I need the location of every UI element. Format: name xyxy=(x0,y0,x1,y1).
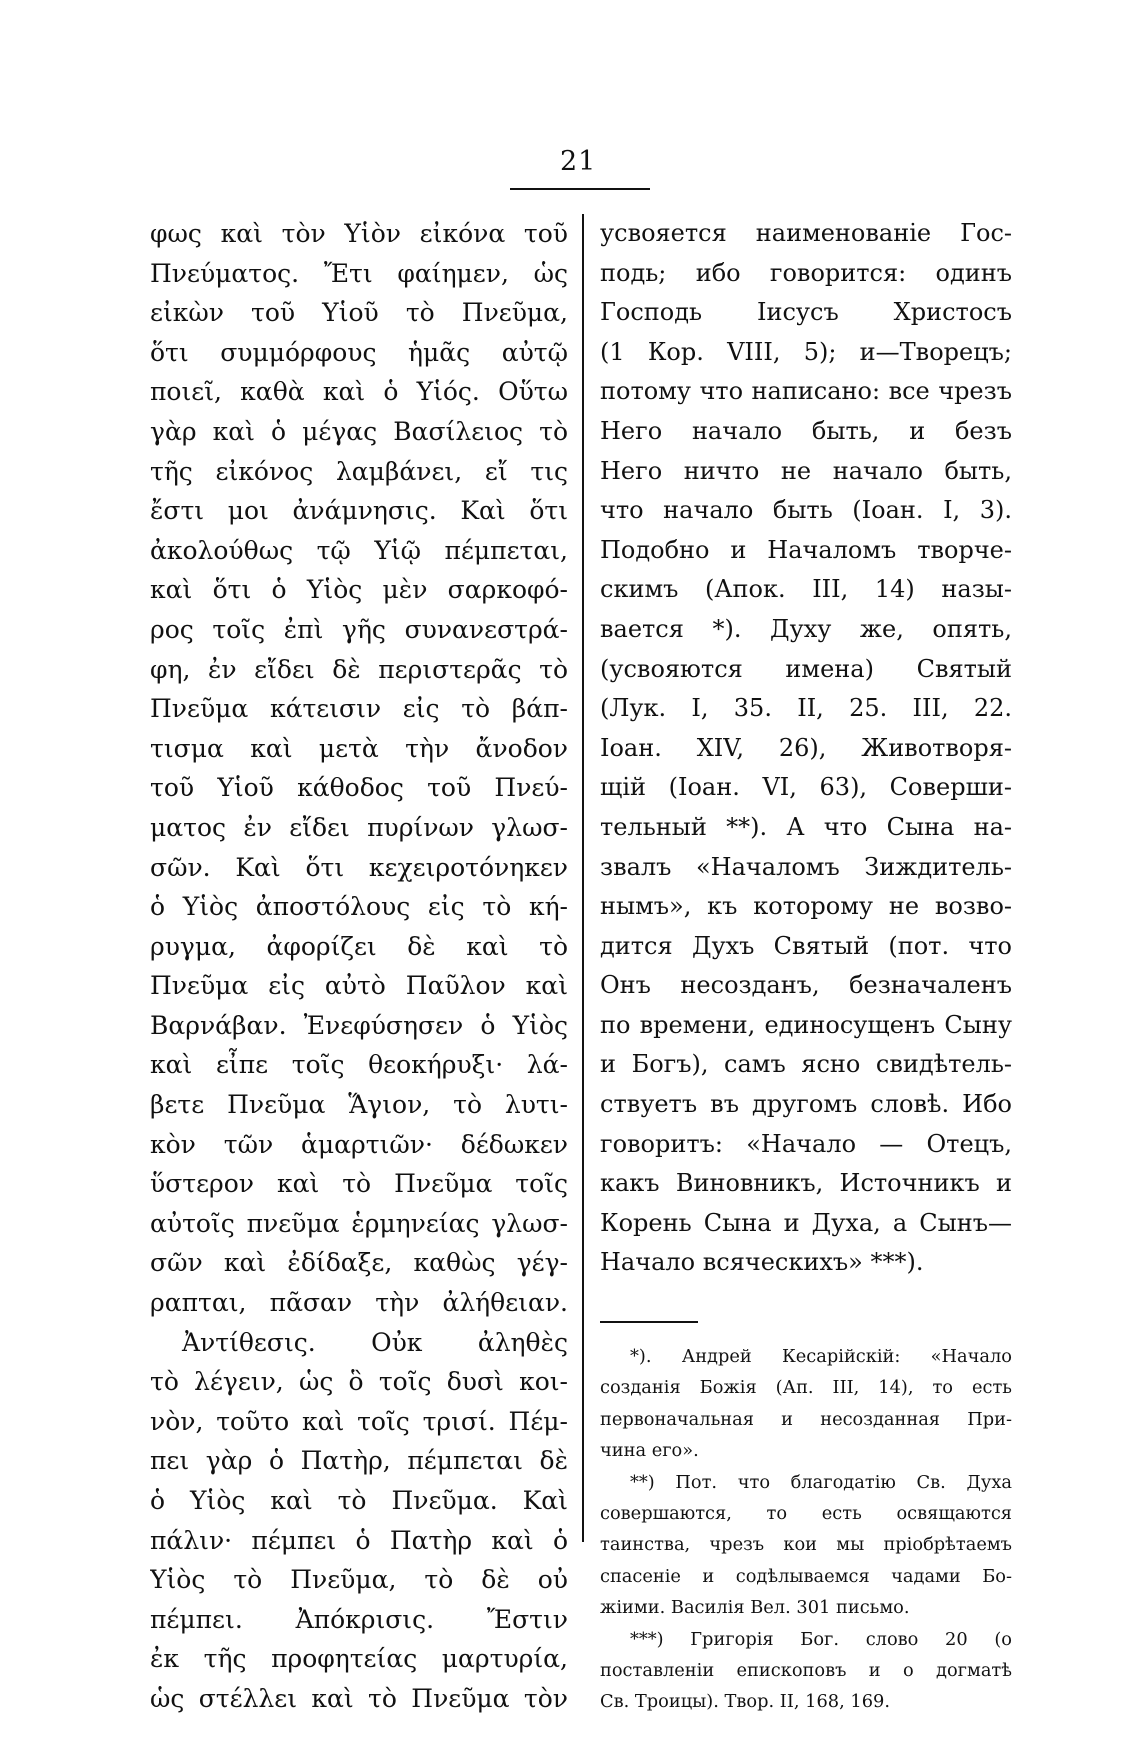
column-divider xyxy=(582,214,584,1542)
russian-line: щій (Іоан. VI, 63), Соверши- xyxy=(600,773,1012,802)
russian-line: Господь Іисусъ Христосъ xyxy=(600,298,1012,327)
greek-line: φως καὶ τὸν Υἱὸν εἰκόνα τοῦ xyxy=(150,219,568,248)
footnote-line: *). Андрей Кесарійскій: «Начало xyxy=(630,1346,1012,1368)
russian-line: Іоан. XIV, 26), Животворя- xyxy=(600,733,1012,762)
footnotes xyxy=(600,1341,1012,1718)
page-number: 21 xyxy=(560,146,597,177)
greek-line: αὐτοῖς πνεῦμα ἑρμηνείας γλωσ- xyxy=(150,1208,568,1238)
greek-line: τοῦ Υἱοῦ κάθοδος τοῦ Πνεύ- xyxy=(150,773,568,803)
greek-line: ὅτι συμμόρφους ἡμᾶς αὐτῷ xyxy=(150,337,568,367)
russian-line: говоритъ: «Начало — Отецъ, xyxy=(600,1129,1012,1158)
greek-line: Υἱὸς τὸ Πνεῦμα, τὸ δὲ οὐ xyxy=(150,1565,568,1595)
greek-line: νὸν, τοῦτο καὶ τοῖς τρισί. Πέμ- xyxy=(150,1406,568,1436)
greek-line: ρυγμα, ἀφορίζει δὲ καὶ τὸ xyxy=(150,931,568,961)
russian-line: и Богъ), самъ ясно свидѣтель- xyxy=(600,1050,1012,1079)
header-rule xyxy=(510,188,650,190)
russian-line: тельный **). А что Сына на- xyxy=(600,812,1012,841)
russian-line: звалъ «Началомъ Зиждитель- xyxy=(600,852,1012,881)
russian-text-column xyxy=(600,214,1012,1718)
russian-line: Онъ несозданъ, безначаленъ xyxy=(600,971,1012,1000)
greek-line: σῶν. Καὶ ὅτι κεχειροτόνηκεν xyxy=(150,852,568,882)
footnote-line: спасеніе и содѣлываемся чадами Бо- xyxy=(600,1565,1012,1587)
russian-line: (усвояются имена) Святый xyxy=(600,654,1012,683)
greek-line: ποιεῖ, καθὰ καὶ ὁ Υἱός. Οὕτω xyxy=(150,377,568,407)
russian-line: вается *). Духу же, опять, xyxy=(600,614,1012,643)
greek-text-column xyxy=(150,214,568,1719)
greek-line: Πνεῦμα κάτεισιν εἰς τὸ βάπ- xyxy=(150,694,568,724)
greek-line: κὸν τῶν ἁμαρτιῶν· δέδωκεν xyxy=(150,1129,568,1159)
greek-line: ἐκ τῆς προφητείας μαρτυρία, xyxy=(150,1644,568,1674)
footnote-line: поставленіи епископовъ и о догматѣ xyxy=(600,1659,1012,1681)
greek-line: Πνεύματος. Ἔτι φαίημεν, ὡς xyxy=(150,258,568,288)
footnote-line: чина его». xyxy=(600,1440,699,1462)
greek-line: ματος ἐν εἴδει πυρίνων γλωσ- xyxy=(150,812,568,842)
russian-line: Него начало быть, и безъ xyxy=(600,416,1012,445)
greek-line: τισμα καὶ μετὰ τὴν ἄνοδον xyxy=(150,733,568,763)
footnote-line: Св. Троицы). Твор. II, 168, 169. xyxy=(600,1691,890,1713)
russian-line: потому что написано: все чрезъ xyxy=(600,377,1012,406)
russian-line: Корень Сына и Духа, а Сынъ— xyxy=(600,1208,1012,1237)
russian-line: что начало быть (Іоан. I, 3). xyxy=(600,496,1012,525)
russian-line: Него ничто не начало быть, xyxy=(600,456,1012,485)
russian-line: нымъ», къ которому не возво- xyxy=(600,892,1012,921)
greek-line: καὶ ὅτι ὁ Υἱὸς μὲν σαρκοφό- xyxy=(150,575,568,605)
russian-main-text xyxy=(600,214,1012,1283)
greek-line: τὸ λέγειν, ὡς ὃ τοῖς δυσὶ κοι- xyxy=(150,1367,568,1397)
footnote-line: таинства, чрезъ кои мы пріобрѣтаемъ xyxy=(600,1534,1012,1556)
footnote-line: первоначальная и несозданная При- xyxy=(600,1408,1012,1430)
greek-line: πει γὰρ ὁ Πατὴρ, πέμπεται δὲ xyxy=(150,1446,568,1476)
greek-line: πάλιν· πέμπει ὁ Πατὴρ καὶ ὁ xyxy=(150,1525,568,1555)
greek-line: ραπται, πᾶσαν τὴν ἀλήθειαν. xyxy=(150,1288,568,1318)
footnote-rule xyxy=(600,1321,698,1323)
russian-line: скимъ (Апок. III, 14) назы- xyxy=(600,575,1012,604)
russian-line: дится Духъ Святый (пот. что xyxy=(600,931,1012,960)
russian-line: усвояется наименованіе Гос- xyxy=(600,219,1012,247)
greek-line: ρος τοῖς ἐπὶ γῆς συνανεστρά- xyxy=(150,614,568,644)
russian-line: (1 Кор. VIII, 5); и—Творецъ; xyxy=(600,337,1012,366)
footnote-line: ***) Григорія Бог. слово 20 (о xyxy=(630,1628,1012,1650)
russian-line: Начало всяческихъ» ***). xyxy=(600,1248,924,1277)
russian-line: подь; ибо говорится: одинъ xyxy=(600,258,1012,287)
greek-line: Πνεῦμα εἰς αὐτὸ Παῦλον καὶ xyxy=(150,971,568,1001)
footnote-line: совершаются, то есть освящаются xyxy=(600,1502,1012,1524)
russian-line: какъ Виновникъ, Источникъ и xyxy=(600,1169,1012,1198)
greek-line: ἔστι μοι ἀνάμνησις. Καὶ ὅτι xyxy=(150,496,568,526)
footnote-line: **) Пот. что благодатію Св. Духа xyxy=(630,1471,1012,1493)
russian-line: ствуетъ въ другомъ словѣ. Ибо xyxy=(600,1090,1012,1119)
greek-line: ἀκολούθως τῷ Υἱῷ πέμπεται, xyxy=(150,535,568,565)
greek-line: ὡς στέλλει καὶ τὸ Πνεῦμα τὸν xyxy=(150,1683,568,1713)
greek-line: γὰρ καὶ ὁ μέγας Βασίλειος τὸ xyxy=(150,416,568,446)
greek-line: Ἀντίθεσις. Οὐκ ἀληθὲς xyxy=(182,1327,568,1357)
russian-line: (Лук. I, 35. II, 25. III, 22. xyxy=(600,694,1012,723)
greek-line: πέμπει. Ἀπόκρισις. Ἔστιν xyxy=(150,1604,568,1634)
greek-line: φη, ἐν εἴδει δὲ περιστερᾶς τὸ xyxy=(150,654,568,684)
greek-line: ὁ Υἱὸς καὶ τὸ Πνεῦμα. Καὶ xyxy=(150,1486,568,1515)
greek-line: ὁ Υἱὸς ἀποστόλους εἰς τὸ κή- xyxy=(150,892,568,922)
greek-line: ὕστερον καὶ τὸ Πνεῦμα τοῖς xyxy=(150,1169,568,1199)
greek-line: βετε Πνεῦμα Ἅγιον, τὸ λυτι- xyxy=(150,1090,568,1120)
greek-line: Βαρνάβαν. Ἐνεφύσησεν ὁ Υἱὸς xyxy=(150,1010,568,1040)
greek-line: εἰκὼν τοῦ Υἱοῦ τὸ Πνεῦμα, xyxy=(150,298,568,328)
footnote-line: созданія Божія (Ап. III, 14), то есть xyxy=(600,1377,1012,1399)
greek-line: σῶν καὶ ἐδίδαξε, καθὼς γέγ- xyxy=(150,1248,568,1278)
greek-line: καὶ εἶπε τοῖς θεοκήρυξι· λά- xyxy=(150,1050,568,1080)
russian-line: Подобно и Началомъ творче- xyxy=(600,535,1012,564)
footnote-line: жіими. Василія Вел. 301 письмо. xyxy=(600,1597,910,1619)
greek-line: τῆς εἰκόνος λαμβάνει, εἴ τις xyxy=(150,456,568,486)
russian-line: по времени, единосущенъ Сыну xyxy=(600,1010,1012,1039)
